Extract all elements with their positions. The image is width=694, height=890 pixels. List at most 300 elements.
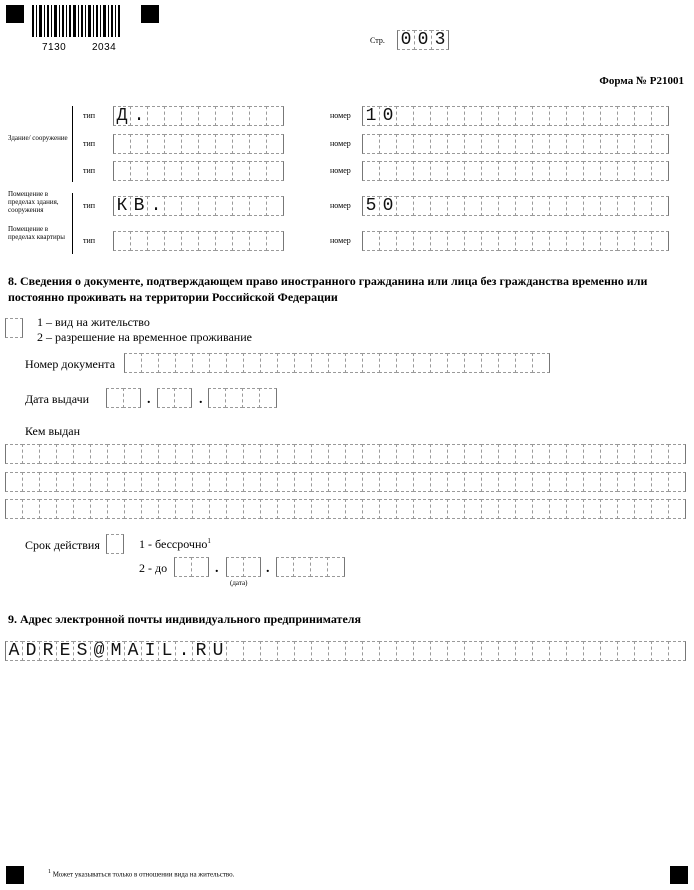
char-cell[interactable] — [232, 196, 250, 216]
char-cell[interactable] — [430, 499, 448, 519]
char-cell[interactable] — [396, 641, 414, 661]
char-cell[interactable] — [464, 499, 482, 519]
char-cell[interactable] — [175, 353, 193, 373]
char-cell[interactable] — [266, 106, 284, 126]
char-cell[interactable]: 3 — [431, 30, 449, 50]
char-cell[interactable] — [243, 472, 261, 492]
char-cell[interactable] — [226, 353, 244, 373]
char-cell[interactable] — [532, 499, 550, 519]
char-cell[interactable] — [266, 196, 284, 216]
char-cell[interactable] — [294, 472, 312, 492]
char-cell[interactable] — [566, 499, 584, 519]
char-cell[interactable] — [583, 641, 601, 661]
char-cell[interactable] — [498, 231, 516, 251]
char-cell[interactable] — [147, 106, 165, 126]
char-cell[interactable] — [549, 231, 567, 251]
char-cell[interactable] — [39, 499, 57, 519]
char-cell[interactable] — [181, 196, 199, 216]
char-cell[interactable] — [198, 106, 216, 126]
type-cells[interactable] — [113, 161, 283, 181]
char-cell[interactable] — [266, 161, 284, 181]
char-cell[interactable] — [56, 499, 74, 519]
char-cell[interactable] — [39, 472, 57, 492]
char-cell[interactable] — [515, 231, 533, 251]
char-cell[interactable] — [130, 231, 148, 251]
type-cells[interactable] — [113, 134, 283, 154]
char-cell[interactable] — [310, 557, 328, 577]
char-cell[interactable] — [226, 472, 244, 492]
char-cell[interactable] — [549, 641, 567, 661]
char-cell[interactable] — [232, 106, 250, 126]
char-cell[interactable] — [215, 134, 233, 154]
char-cell[interactable] — [566, 231, 584, 251]
char-cell[interactable] — [668, 499, 686, 519]
char-cell[interactable] — [157, 388, 175, 408]
char-cell[interactable] — [249, 106, 267, 126]
char-cell[interactable] — [232, 134, 250, 154]
char-cell[interactable] — [413, 106, 431, 126]
char-cell[interactable] — [266, 231, 284, 251]
char-cell[interactable] — [232, 161, 250, 181]
char-cell[interactable] — [181, 134, 199, 154]
char-cell[interactable] — [158, 472, 176, 492]
char-cell[interactable] — [583, 134, 601, 154]
char-cell[interactable] — [498, 641, 516, 661]
char-cell[interactable] — [226, 499, 244, 519]
char-cell[interactable] — [215, 106, 233, 126]
char-cell[interactable] — [209, 499, 227, 519]
char-cell[interactable] — [277, 472, 295, 492]
char-cell[interactable] — [447, 196, 465, 216]
char-cell[interactable] — [39, 444, 57, 464]
char-cell[interactable] — [141, 444, 159, 464]
char-cell[interactable] — [198, 161, 216, 181]
char-cell[interactable] — [379, 353, 397, 373]
char-cell[interactable] — [175, 444, 193, 464]
char-cell[interactable] — [22, 499, 40, 519]
char-cell[interactable] — [243, 444, 261, 464]
char-cell[interactable] — [481, 499, 499, 519]
char-cell[interactable] — [5, 472, 23, 492]
char-cell[interactable] — [413, 231, 431, 251]
char-cell[interactable] — [600, 161, 618, 181]
char-cell[interactable]: M — [107, 641, 125, 661]
char-cell[interactable] — [327, 557, 345, 577]
char-cell[interactable]: A — [5, 641, 23, 661]
char-cell[interactable] — [174, 388, 192, 408]
number-cells[interactable] — [362, 134, 668, 154]
char-cell[interactable] — [215, 231, 233, 251]
char-cell[interactable] — [566, 161, 584, 181]
char-cell[interactable] — [583, 196, 601, 216]
char-cell[interactable] — [311, 499, 329, 519]
char-cell[interactable] — [141, 353, 159, 373]
char-cell[interactable] — [158, 353, 176, 373]
char-cell[interactable] — [362, 231, 380, 251]
char-cell[interactable] — [481, 353, 499, 373]
char-cell[interactable] — [532, 353, 550, 373]
char-cell[interactable] — [447, 472, 465, 492]
char-cell[interactable] — [232, 231, 250, 251]
char-cell[interactable] — [164, 231, 182, 251]
char-cell[interactable] — [328, 353, 346, 373]
char-cell[interactable] — [147, 231, 165, 251]
char-cell[interactable] — [90, 472, 108, 492]
char-cell[interactable] — [566, 106, 584, 126]
char-cell[interactable] — [242, 388, 260, 408]
char-cell[interactable] — [634, 231, 652, 251]
char-cell[interactable] — [113, 134, 131, 154]
char-cell[interactable] — [532, 196, 550, 216]
char-cell[interactable] — [226, 641, 244, 661]
char-cell[interactable] — [549, 106, 567, 126]
char-cell[interactable] — [243, 499, 261, 519]
char-cell[interactable] — [413, 196, 431, 216]
char-cell[interactable] — [5, 499, 23, 519]
char-cell[interactable] — [73, 499, 91, 519]
char-cell[interactable] — [192, 444, 210, 464]
char-cell[interactable] — [430, 472, 448, 492]
char-cell[interactable] — [515, 444, 533, 464]
char-cell[interactable] — [515, 472, 533, 492]
char-cell[interactable] — [175, 472, 193, 492]
char-cell[interactable] — [277, 353, 295, 373]
char-cell[interactable] — [668, 641, 686, 661]
type-cells[interactable] — [113, 106, 283, 126]
char-cell[interactable] — [532, 106, 550, 126]
char-cell[interactable] — [192, 353, 210, 373]
char-cell[interactable] — [430, 444, 448, 464]
char-cell[interactable] — [498, 499, 516, 519]
char-cell[interactable] — [181, 231, 199, 251]
char-cell[interactable] — [583, 444, 601, 464]
char-cell[interactable] — [583, 106, 601, 126]
char-cell[interactable] — [311, 641, 329, 661]
char-cell[interactable] — [396, 161, 414, 181]
char-cell[interactable]: D — [22, 641, 40, 661]
char-cell[interactable] — [566, 472, 584, 492]
char-cell[interactable] — [396, 231, 414, 251]
char-cell[interactable] — [174, 557, 192, 577]
char-cell[interactable] — [515, 641, 533, 661]
char-cell[interactable] — [515, 106, 533, 126]
char-cell[interactable] — [294, 641, 312, 661]
char-cell[interactable]: S — [73, 641, 91, 661]
char-cell[interactable] — [215, 196, 233, 216]
document-type-cell[interactable] — [5, 318, 22, 338]
char-cell[interactable] — [164, 196, 182, 216]
char-cell[interactable] — [379, 161, 397, 181]
char-cell[interactable] — [198, 196, 216, 216]
number-cells[interactable] — [362, 196, 668, 216]
char-cell[interactable] — [481, 641, 499, 661]
char-cell[interactable] — [481, 134, 499, 154]
validity-month-cells[interactable] — [226, 557, 260, 577]
char-cell[interactable] — [498, 161, 516, 181]
char-cell[interactable] — [249, 196, 267, 216]
char-cell[interactable] — [634, 161, 652, 181]
char-cell[interactable] — [532, 134, 550, 154]
char-cell[interactable]: 5 — [362, 196, 380, 216]
char-cell[interactable] — [294, 444, 312, 464]
char-cell[interactable] — [90, 444, 108, 464]
char-cell[interactable] — [515, 161, 533, 181]
char-cell[interactable] — [113, 231, 131, 251]
char-cell[interactable] — [345, 353, 363, 373]
char-cell[interactable] — [634, 196, 652, 216]
type-cells[interactable] — [113, 196, 283, 216]
char-cell[interactable] — [549, 472, 567, 492]
char-cell[interactable]: К — [113, 196, 131, 216]
char-cell[interactable] — [600, 472, 618, 492]
char-cell[interactable] — [311, 353, 329, 373]
char-cell[interactable] — [430, 106, 448, 126]
char-cell[interactable] — [413, 472, 431, 492]
char-cell[interactable] — [651, 196, 669, 216]
char-cell[interactable] — [5, 318, 23, 338]
number-cells[interactable] — [362, 231, 668, 251]
char-cell[interactable] — [600, 231, 618, 251]
char-cell[interactable] — [345, 472, 363, 492]
char-cell[interactable] — [464, 353, 482, 373]
char-cell[interactable] — [294, 499, 312, 519]
char-cell[interactable] — [22, 444, 40, 464]
char-cell[interactable] — [532, 472, 550, 492]
char-cell[interactable] — [617, 472, 635, 492]
char-cell[interactable] — [617, 444, 635, 464]
char-cell[interactable] — [566, 444, 584, 464]
issued-by-line-1[interactable] — [5, 444, 685, 464]
char-cell[interactable] — [447, 106, 465, 126]
char-cell[interactable] — [464, 641, 482, 661]
char-cell[interactable] — [481, 444, 499, 464]
char-cell[interactable] — [481, 161, 499, 181]
char-cell[interactable]: R — [39, 641, 57, 661]
char-cell[interactable] — [498, 444, 516, 464]
char-cell[interactable] — [549, 444, 567, 464]
issued-by-line-3[interactable] — [5, 499, 685, 519]
char-cell[interactable] — [73, 444, 91, 464]
char-cell[interactable] — [464, 161, 482, 181]
char-cell[interactable] — [464, 472, 482, 492]
char-cell[interactable] — [549, 499, 567, 519]
char-cell[interactable]: L — [158, 641, 176, 661]
char-cell[interactable] — [147, 134, 165, 154]
char-cell[interactable] — [634, 641, 652, 661]
char-cell[interactable] — [113, 161, 131, 181]
char-cell[interactable] — [549, 196, 567, 216]
char-cell[interactable] — [617, 134, 635, 154]
char-cell[interactable] — [532, 641, 550, 661]
char-cell[interactable] — [260, 641, 278, 661]
char-cell[interactable] — [124, 353, 142, 373]
char-cell[interactable] — [549, 161, 567, 181]
char-cell[interactable] — [328, 472, 346, 492]
issued-by-line-2[interactable] — [5, 472, 685, 492]
char-cell[interactable] — [447, 499, 465, 519]
char-cell[interactable] — [447, 444, 465, 464]
char-cell[interactable] — [396, 106, 414, 126]
char-cell[interactable] — [651, 231, 669, 251]
char-cell[interactable] — [447, 353, 465, 373]
char-cell[interactable]: A — [124, 641, 142, 661]
char-cell[interactable] — [447, 641, 465, 661]
char-cell[interactable] — [164, 161, 182, 181]
char-cell[interactable] — [668, 472, 686, 492]
char-cell[interactable] — [158, 499, 176, 519]
char-cell[interactable] — [260, 499, 278, 519]
char-cell[interactable] — [396, 472, 414, 492]
char-cell[interactable] — [634, 499, 652, 519]
char-cell[interactable]: U — [209, 641, 227, 661]
char-cell[interactable] — [464, 196, 482, 216]
char-cell[interactable] — [362, 134, 380, 154]
char-cell[interactable] — [249, 134, 267, 154]
number-cells[interactable] — [362, 161, 668, 181]
char-cell[interactable] — [617, 499, 635, 519]
char-cell[interactable] — [413, 444, 431, 464]
char-cell[interactable] — [430, 353, 448, 373]
char-cell[interactable] — [277, 499, 295, 519]
char-cell[interactable] — [481, 196, 499, 216]
char-cell[interactable] — [651, 134, 669, 154]
char-cell[interactable] — [243, 557, 261, 577]
char-cell[interactable] — [243, 641, 261, 661]
char-cell[interactable] — [566, 196, 584, 216]
char-cell[interactable] — [226, 557, 244, 577]
char-cell[interactable] — [345, 499, 363, 519]
char-cell[interactable] — [651, 106, 669, 126]
char-cell[interactable] — [413, 641, 431, 661]
char-cell[interactable] — [226, 444, 244, 464]
char-cell[interactable]: . — [175, 641, 193, 661]
char-cell[interactable]: Д — [113, 106, 131, 126]
char-cell[interactable] — [396, 134, 414, 154]
char-cell[interactable] — [362, 353, 380, 373]
char-cell[interactable] — [396, 353, 414, 373]
char-cell[interactable] — [107, 472, 125, 492]
char-cell[interactable] — [158, 444, 176, 464]
char-cell[interactable] — [464, 231, 482, 251]
char-cell[interactable] — [164, 134, 182, 154]
char-cell[interactable] — [396, 196, 414, 216]
char-cell[interactable] — [379, 134, 397, 154]
char-cell[interactable] — [328, 444, 346, 464]
char-cell[interactable]: 0 — [414, 30, 432, 50]
char-cell[interactable] — [447, 134, 465, 154]
char-cell[interactable] — [447, 231, 465, 251]
char-cell[interactable] — [379, 499, 397, 519]
char-cell[interactable] — [209, 472, 227, 492]
char-cell[interactable] — [651, 161, 669, 181]
char-cell[interactable] — [56, 472, 74, 492]
char-cell[interactable] — [651, 472, 669, 492]
char-cell[interactable] — [396, 444, 414, 464]
char-cell[interactable] — [90, 499, 108, 519]
char-cell[interactable] — [498, 134, 516, 154]
char-cell[interactable] — [600, 106, 618, 126]
char-cell[interactable] — [311, 472, 329, 492]
char-cell[interactable] — [266, 134, 284, 154]
char-cell[interactable] — [260, 472, 278, 492]
char-cell[interactable] — [583, 472, 601, 492]
char-cell[interactable] — [532, 231, 550, 251]
char-cell[interactable]: 0 — [379, 196, 397, 216]
char-cell[interactable] — [130, 134, 148, 154]
char-cell[interactable] — [583, 499, 601, 519]
char-cell[interactable] — [225, 388, 243, 408]
char-cell[interactable] — [634, 444, 652, 464]
char-cell[interactable] — [260, 353, 278, 373]
char-cell[interactable] — [107, 499, 125, 519]
char-cell[interactable] — [208, 388, 226, 408]
char-cell[interactable] — [345, 444, 363, 464]
char-cell[interactable] — [617, 161, 635, 181]
char-cell[interactable] — [566, 134, 584, 154]
char-cell[interactable] — [362, 472, 380, 492]
char-cell[interactable]: 1 — [362, 106, 380, 126]
issue-day-cells[interactable] — [106, 388, 140, 408]
issue-year-cells[interactable] — [208, 388, 276, 408]
char-cell[interactable] — [651, 499, 669, 519]
char-cell[interactable] — [430, 161, 448, 181]
char-cell[interactable] — [430, 231, 448, 251]
char-cell[interactable]: В — [130, 196, 148, 216]
char-cell[interactable]: R — [192, 641, 210, 661]
char-cell[interactable] — [123, 388, 141, 408]
char-cell[interactable] — [345, 641, 363, 661]
char-cell[interactable] — [600, 196, 618, 216]
char-cell[interactable] — [362, 161, 380, 181]
char-cell[interactable] — [515, 196, 533, 216]
char-cell[interactable] — [294, 353, 312, 373]
char-cell[interactable] — [583, 161, 601, 181]
char-cell[interactable] — [498, 196, 516, 216]
char-cell[interactable] — [209, 444, 227, 464]
validity-day-cells[interactable] — [174, 557, 208, 577]
char-cell[interactable] — [141, 499, 159, 519]
char-cell[interactable] — [243, 353, 261, 373]
char-cell[interactable] — [106, 534, 124, 554]
char-cell[interactable] — [532, 444, 550, 464]
char-cell[interactable] — [181, 161, 199, 181]
char-cell[interactable] — [277, 641, 295, 661]
char-cell[interactable] — [634, 134, 652, 154]
char-cell[interactable] — [413, 353, 431, 373]
char-cell[interactable] — [617, 106, 635, 126]
number-cells[interactable] — [362, 106, 668, 126]
char-cell[interactable]: . — [130, 106, 148, 126]
char-cell[interactable] — [215, 161, 233, 181]
char-cell[interactable] — [481, 472, 499, 492]
char-cell[interactable] — [328, 499, 346, 519]
char-cell[interactable] — [430, 134, 448, 154]
char-cell[interactable]: I — [141, 641, 159, 661]
char-cell[interactable] — [124, 444, 142, 464]
char-cell[interactable] — [181, 106, 199, 126]
char-cell[interactable] — [515, 499, 533, 519]
char-cell[interactable] — [362, 641, 380, 661]
char-cell[interactable] — [634, 472, 652, 492]
char-cell[interactable] — [107, 444, 125, 464]
char-cell[interactable] — [430, 196, 448, 216]
char-cell[interactable] — [617, 641, 635, 661]
char-cell[interactable] — [311, 444, 329, 464]
char-cell[interactable] — [430, 641, 448, 661]
char-cell[interactable] — [22, 472, 40, 492]
char-cell[interactable] — [362, 444, 380, 464]
char-cell[interactable] — [328, 641, 346, 661]
